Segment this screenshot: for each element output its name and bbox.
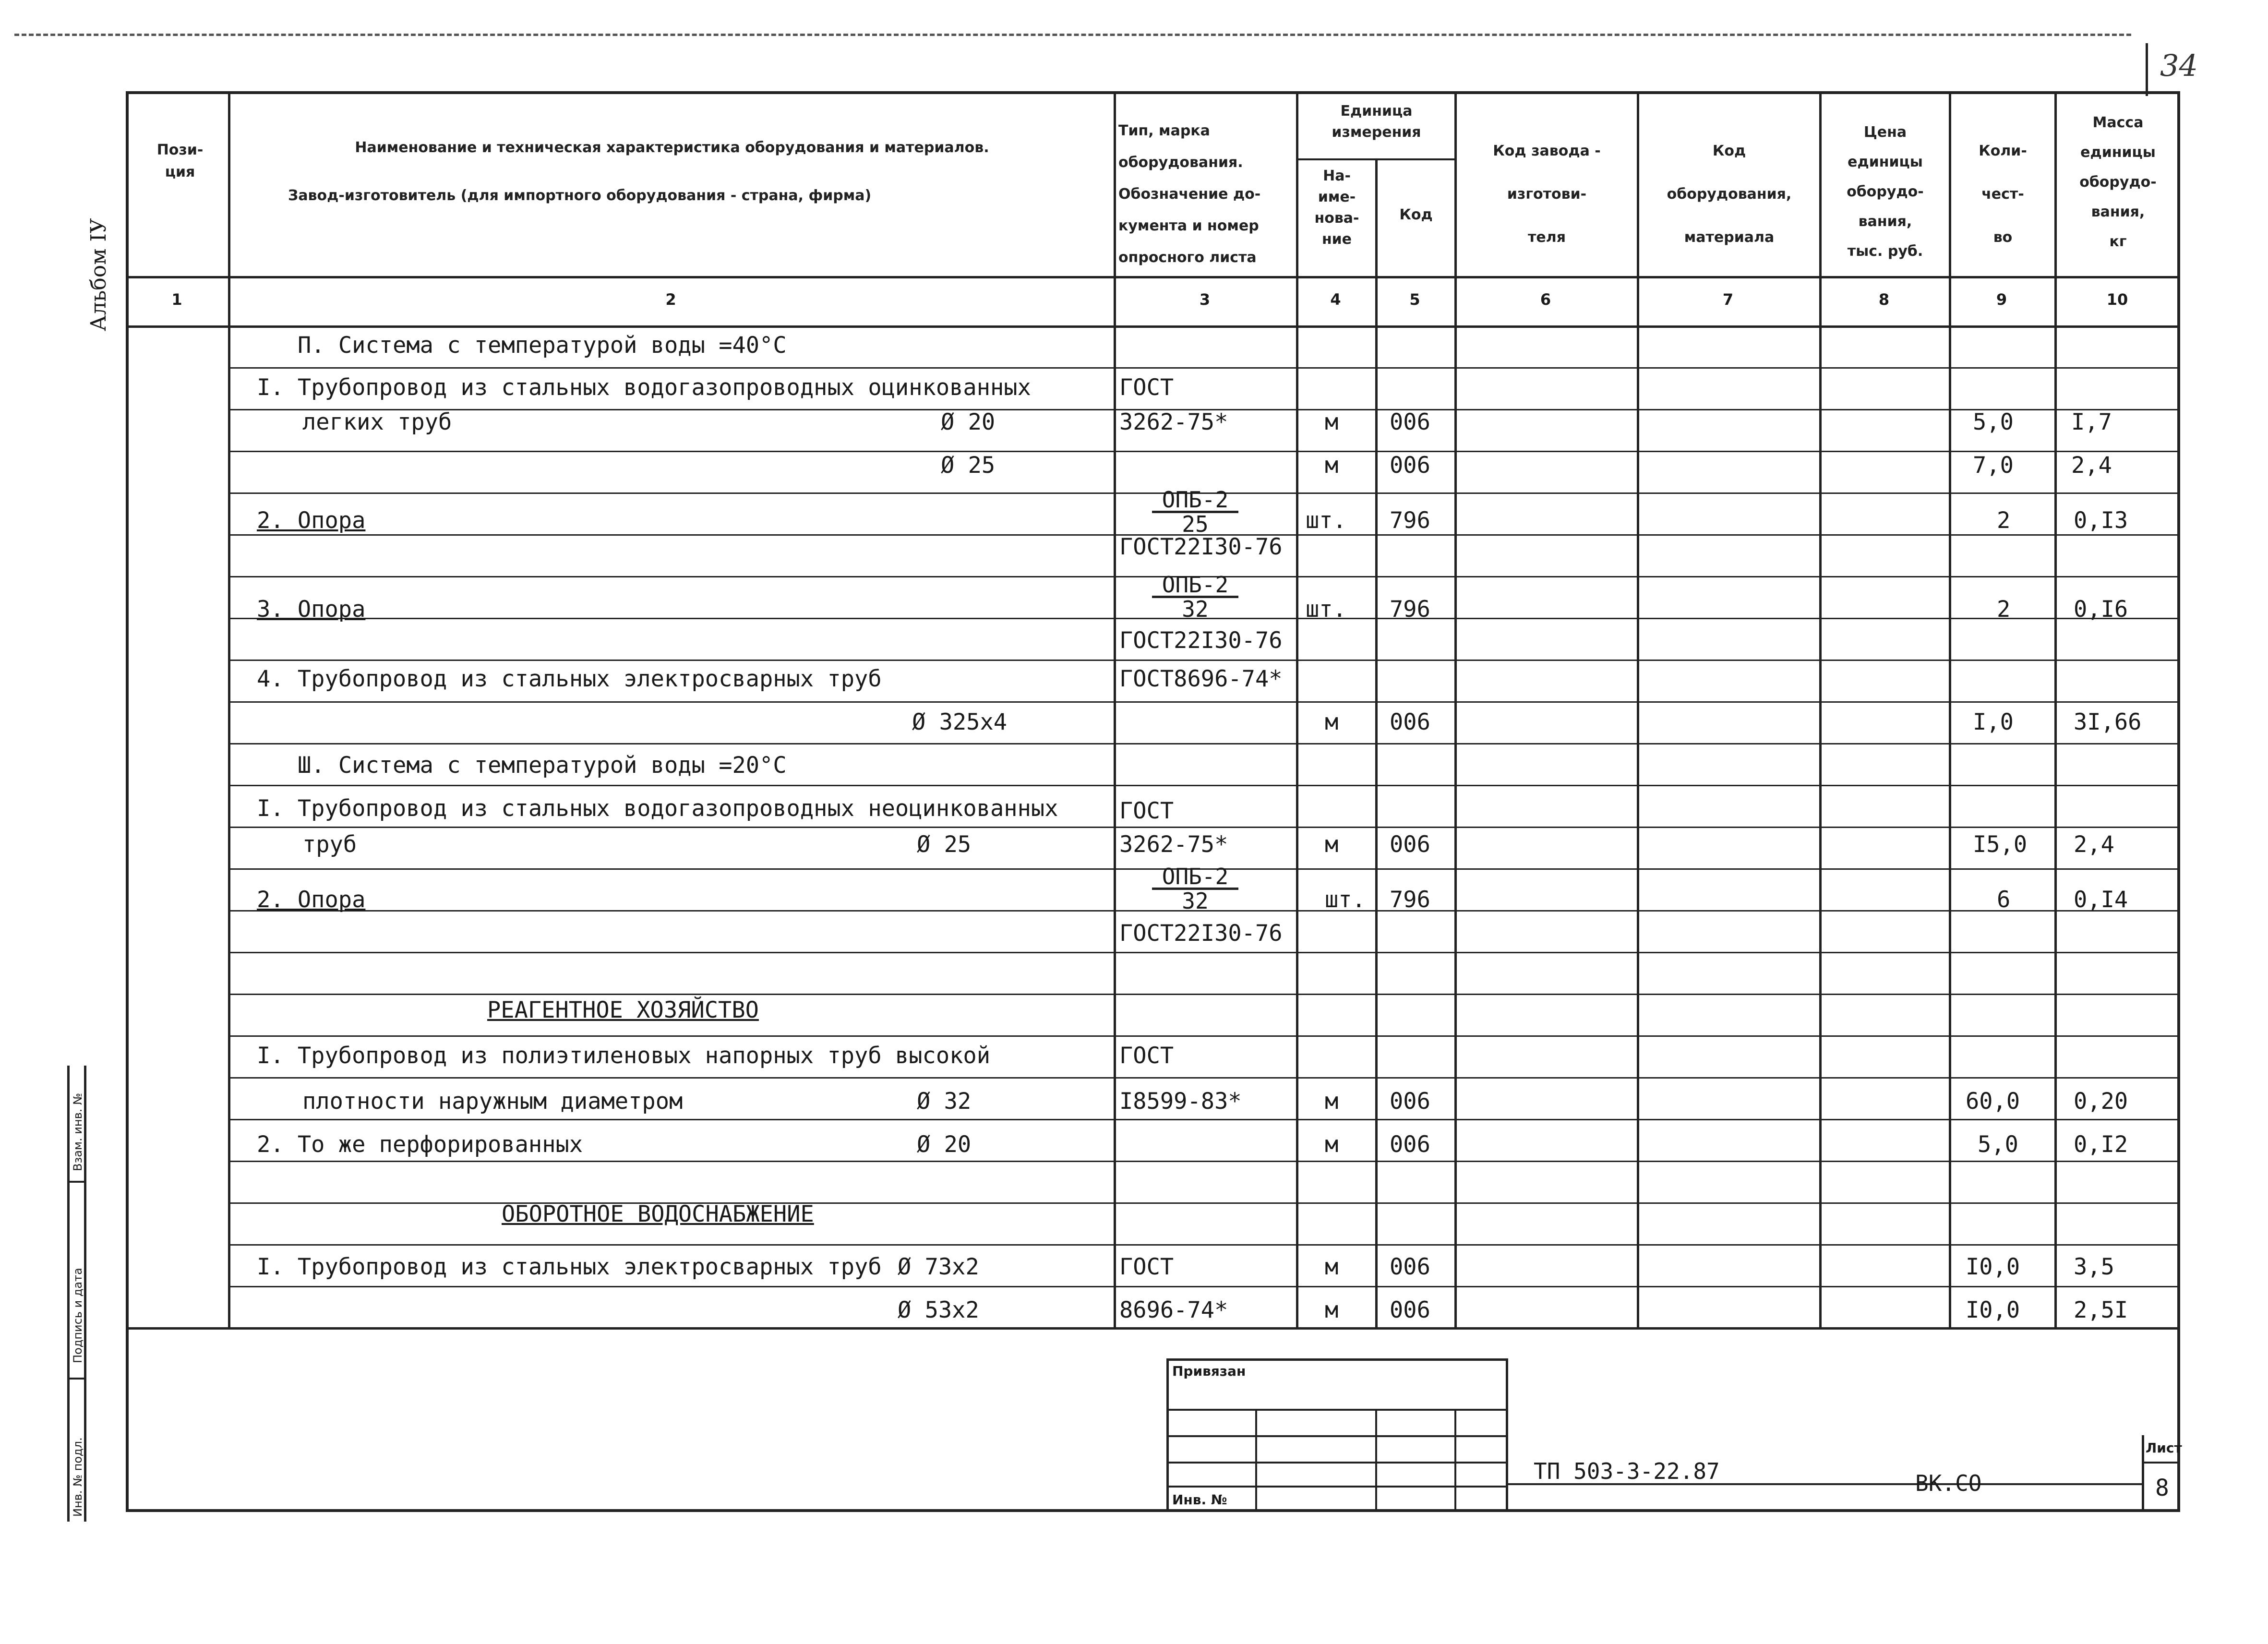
row6-frac-top: ОПБ-2 <box>1152 865 1238 890</box>
row1-code-c: 006 <box>1390 452 1430 479</box>
row3-doc: ГОСТ22I30-76 <box>1119 627 1283 654</box>
row4-code: 006 <box>1390 709 1430 735</box>
row10-doc: 8696-74* <box>1119 1297 1228 1323</box>
row4-qty: I,0 <box>1973 709 2014 735</box>
row7-name-b: плотности наружным диаметром <box>302 1088 683 1115</box>
title-block-inv-no: Инв. № <box>1172 1492 1227 1508</box>
col-line <box>1296 91 1298 1330</box>
stamp-line <box>67 1066 70 1522</box>
header-unit-code: Код <box>1399 206 1433 223</box>
row10-mass: 2,5I <box>2074 1297 2128 1323</box>
row5-unit-b: м <box>1325 831 1339 858</box>
row-line <box>228 952 2180 953</box>
row7-mass-b: 0,20 <box>2074 1088 2128 1115</box>
row-line <box>228 994 2180 995</box>
row3-frac-bottom: 32 <box>1182 596 1209 622</box>
row8-dia: Ø 20 <box>917 1131 972 1158</box>
row5-name-a: I. Трубопровод из стальных водогазопроводных неоцинкованных <box>257 795 1058 822</box>
section-title-circulating: ОБОРОТНОЕ ВОДОСНАБЖЕНИЕ <box>502 1201 814 1227</box>
stamp-replace-inv: Взам. инв. № <box>71 1093 84 1171</box>
row3-qty: 2 <box>1997 596 2011 623</box>
header-type-mark: Тип, марка оборудования. Обозначение до- кумента и номер опросного листа <box>1118 122 1261 266</box>
row-line <box>228 743 2180 744</box>
side-album-label: Альбом IУ <box>86 218 111 331</box>
header-factory-code: Код завода - изготови- теля <box>1493 143 1601 246</box>
row1-qty-b: 5,0 <box>1973 409 2014 435</box>
col-number-10: 10 <box>2106 290 2128 309</box>
row9-code: 006 <box>1390 1254 1430 1280</box>
row2-frac-top: ОПБ-2 <box>1152 489 1238 513</box>
col-number-2: 2 <box>665 290 676 309</box>
row8-code: 006 <box>1390 1131 1430 1158</box>
row5-code-b: 006 <box>1390 831 1430 858</box>
row6-frac-bottom: 32 <box>1182 888 1209 914</box>
row10-unit: м <box>1325 1297 1339 1323</box>
row-line <box>228 701 2180 703</box>
row10-qty: I0,0 <box>1966 1297 2020 1323</box>
top-page-number: 34 <box>2160 48 2198 83</box>
row2-name: 2. Опора <box>257 507 366 534</box>
col-number-6: 6 <box>1540 290 1551 309</box>
tb-line <box>1166 1462 1508 1464</box>
tb-vline <box>1255 1409 1257 1512</box>
row5-doc-a: ГОСТ <box>1119 798 1174 824</box>
row1-unit-b: м <box>1325 409 1339 435</box>
col-number-9: 9 <box>1996 290 2007 309</box>
stamp-inv-orig: Инв. № подл. <box>71 1437 84 1517</box>
row8-mass: 0,I2 <box>2074 1131 2128 1158</box>
row-line <box>228 1119 2180 1120</box>
col-line <box>1637 91 1639 1330</box>
row1-mass-c: 2,4 <box>2071 452 2112 479</box>
row3-type-fraction <box>1152 574 1238 620</box>
row2-frac-bottom: 25 <box>1182 511 1209 537</box>
row9-mass: 3,5 <box>2074 1254 2114 1280</box>
col-line <box>1375 158 1378 1330</box>
header-unit-group: Единица измерения <box>1332 103 1421 141</box>
row-line <box>228 1244 2180 1246</box>
tb-line <box>1166 1435 1508 1437</box>
section-title-reagent: РЕАГЕНТНОЕ ХОЗЯЙСТВО <box>487 997 759 1023</box>
row-line <box>228 1286 2180 1287</box>
row3-name: 3. Опора <box>257 596 366 623</box>
row4-dia: Ø 325x4 <box>912 709 1008 735</box>
row1-doc-a: ГОСТ <box>1119 374 1174 401</box>
row6-code: 796 <box>1390 887 1430 913</box>
row4-name: 4. Трубопровод из стальных электросварных труб <box>257 666 882 692</box>
col-number-7: 7 <box>1722 290 1734 309</box>
header-name-line2: Завод-изготовитель (для импортного оборудования - страна, фирма) <box>288 187 872 204</box>
tb-vline <box>1454 1409 1456 1512</box>
header-equipment-code: Код оборудования, материала <box>1667 143 1792 246</box>
header-bottom-line <box>126 276 2180 278</box>
row9-doc: ГОСТ <box>1119 1254 1174 1280</box>
row1-dia-b: Ø 20 <box>941 409 996 435</box>
row9-name: I. Трубопровод из стальных электросварных труб <box>257 1254 882 1280</box>
tb-vline <box>1375 1409 1377 1512</box>
row6-name: 2. Опора <box>257 887 366 913</box>
col-number-8: 8 <box>1878 290 1890 309</box>
header-unit-price: Цена единицы оборудо- вания, тыс. руб. <box>1847 124 1924 260</box>
col-line <box>1949 91 1951 1330</box>
row-line <box>228 367 2180 369</box>
row9-qty: I0,0 <box>1966 1254 2020 1280</box>
row2-unit: шт. <box>1306 507 1346 534</box>
row7-doc-a: ГОСТ <box>1119 1043 1174 1069</box>
top-dashed-line <box>14 34 2131 36</box>
col-line <box>1454 91 1457 1330</box>
row8-name: 2. То же перфорированных <box>257 1131 583 1158</box>
section-title-s2: П. Система с температурой воды =40°С <box>298 332 787 359</box>
row1-mass-b: I,7 <box>2071 409 2112 435</box>
row9-dia: Ø 73x2 <box>898 1254 979 1280</box>
row2-doc: ГОСТ22I30-76 <box>1119 534 1283 560</box>
col-number-3: 3 <box>1199 290 1211 309</box>
document-mark: ВК.СО <box>1915 1470 1982 1496</box>
row9-unit: м <box>1325 1254 1339 1280</box>
row7-code-b: 006 <box>1390 1088 1430 1115</box>
table-body-bottom <box>126 1327 2180 1330</box>
row5-qty-b: I5,0 <box>1973 831 2028 858</box>
row5-dia-b: Ø 25 <box>917 831 972 858</box>
row-line <box>228 660 2180 661</box>
row-line <box>228 1077 2180 1079</box>
row5-doc-b: 3262-75* <box>1119 831 1228 858</box>
header-unit-name: На- име- нова- ние <box>1314 168 1359 248</box>
row4-doc: ГОСТ8696-74* <box>1119 666 1283 692</box>
colnum-bottom-line <box>126 325 2180 328</box>
col-line <box>228 91 230 1330</box>
sheet-box-line <box>2142 1435 2144 1512</box>
row6-doc: ГОСТ22I30-76 <box>1119 920 1283 947</box>
header-position: Пози- ция <box>156 142 204 180</box>
row8-unit: м <box>1325 1131 1339 1158</box>
row1-name-a: I. Трубопровод из стальных водогазопроводных оцинкованных <box>257 374 1031 401</box>
tb-line <box>1166 1409 1508 1411</box>
row6-mass: 0,I4 <box>2074 887 2128 913</box>
row7-doc-b: I8599-83* <box>1119 1088 1242 1115</box>
row-line <box>228 1035 2180 1037</box>
row7-qty-b: 60,0 <box>1966 1088 2020 1115</box>
row3-frac-top: ОПБ-2 <box>1152 574 1238 598</box>
header-name-line1: Наименование и техническая характеристика оборудования и материалов. <box>355 139 989 156</box>
row6-qty: 6 <box>1997 887 2011 913</box>
row2-type-fraction <box>1152 489 1238 535</box>
row7-unit-b: м <box>1325 1088 1339 1115</box>
row1-doc-b: 3262-75* <box>1119 409 1228 435</box>
col-line <box>2054 91 2057 1330</box>
row5-name-b: труб <box>302 831 357 858</box>
row1-qty-c: 7,0 <box>1973 452 2014 479</box>
stamp-sign-date: Подпись и дата <box>71 1268 84 1363</box>
row4-mass: 3I,66 <box>2074 709 2142 735</box>
row2-mass: 0,I3 <box>2074 507 2128 534</box>
row7-name-a: I. Трубопровод из полиэтиленовых напорных труб высокой <box>257 1043 991 1069</box>
header-unit-mass: Масса единицы оборудо- вания, кг <box>2079 114 2157 250</box>
sheet-label: Лист <box>2146 1440 2182 1456</box>
sheet-number: 8 <box>2155 1475 2169 1501</box>
tb-line <box>1166 1486 1508 1488</box>
row6-unit: шт. <box>1325 887 1366 913</box>
row3-mass: 0,I6 <box>2074 596 2128 623</box>
col-number-1: 1 <box>171 290 182 309</box>
row4-unit: м <box>1325 709 1339 735</box>
row1-code-b: 006 <box>1390 409 1430 435</box>
section-title-s3: Ш. Система с температурой воды =20°С <box>298 752 787 779</box>
row-line <box>228 1161 2180 1162</box>
row2-qty: 2 <box>1997 507 2011 534</box>
row-line <box>228 827 2180 828</box>
header-quantity: Коли- чест- во <box>1979 143 2027 246</box>
row-line <box>228 451 2180 452</box>
col-line <box>1114 91 1116 1330</box>
row1-name-b: легких труб <box>302 409 452 435</box>
stamp-divider <box>67 1378 86 1380</box>
title-block-privyazan: Привязан <box>1172 1363 1246 1379</box>
row8-qty: 5,0 <box>1978 1131 2018 1158</box>
col-line <box>1819 91 1822 1330</box>
row1-unit-c: м <box>1325 452 1339 479</box>
col-number-5: 5 <box>1409 290 1420 309</box>
row5-mass-b: 2,4 <box>2074 831 2114 858</box>
row10-code: 006 <box>1390 1297 1430 1323</box>
row7-dia-b: Ø 32 <box>917 1088 972 1115</box>
row2-code: 796 <box>1390 507 1430 534</box>
top-corner-line <box>2146 43 2148 96</box>
document-code: ТП 503-3-22.87 <box>1534 1458 1720 1484</box>
row3-code: 796 <box>1390 596 1430 623</box>
sheet-box-line <box>2142 1462 2180 1464</box>
row6-type-fraction <box>1152 865 1238 912</box>
row1-dia-c: Ø 25 <box>941 452 996 479</box>
row10-dia: Ø 53x2 <box>898 1297 979 1323</box>
row-line <box>228 785 2180 786</box>
stamp-divider <box>67 1181 86 1183</box>
col-number-4: 4 <box>1330 290 1341 309</box>
row3-unit: шт. <box>1306 596 1346 623</box>
